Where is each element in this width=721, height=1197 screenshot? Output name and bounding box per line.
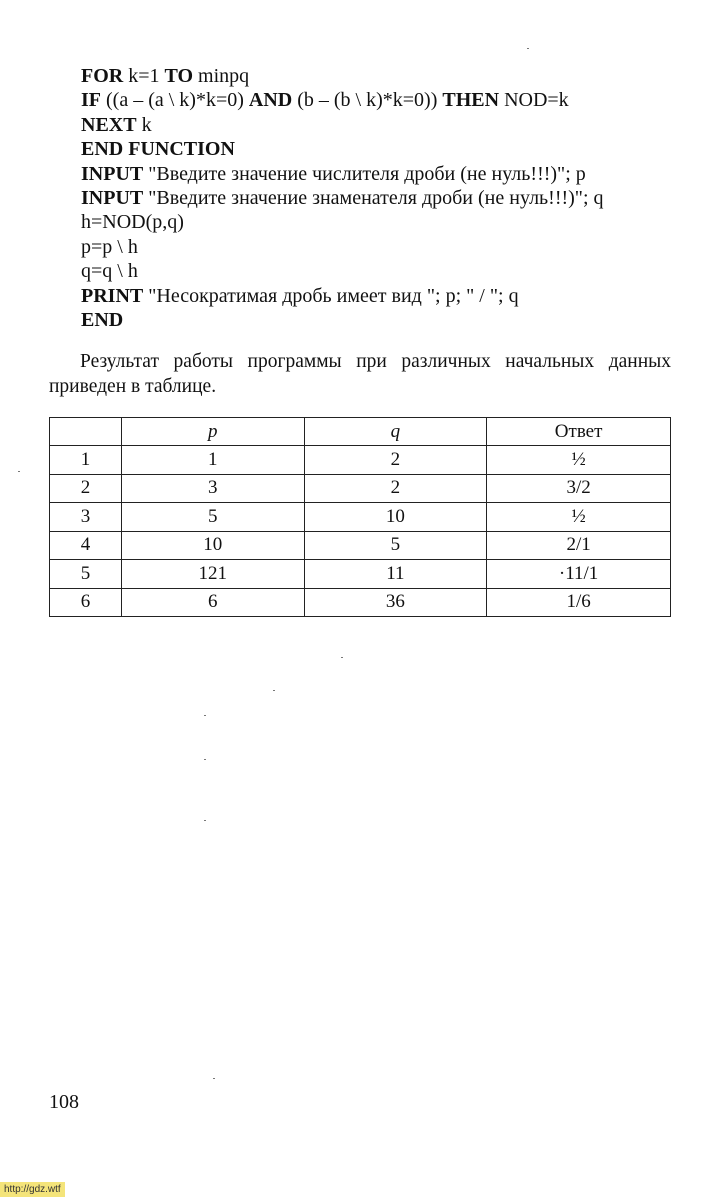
code-keyword: INPUT [81,162,144,185]
cell-p: 3 [121,474,304,503]
code-line [81,88,681,112]
code-line [81,259,681,283]
cell-index: 3 [50,503,122,532]
result-paragraph [49,349,671,399]
table-row [50,531,671,560]
code-line [81,137,681,161]
scan-speck [213,1078,215,1079]
header-q: q [304,418,487,446]
table-row [50,588,671,617]
code-text: "Введите значение числителя дроби (не нуль!!!)"; p [143,162,586,185]
cell-q: 36 [304,588,487,617]
scan-speck [204,820,206,821]
code-line [81,64,681,88]
code-keyword: PRINT [81,284,144,307]
header-answer: Ответ [487,418,671,446]
table-header-row [50,418,671,446]
table-row [50,474,671,503]
page-number: 108 [49,1091,79,1113]
code-text: q=q \ h [81,260,138,283]
cell-q: 2 [304,474,487,503]
table-row [50,503,671,532]
cell-q: 5 [304,531,487,560]
table-row [50,560,671,589]
cell-index: 4 [50,531,122,560]
code-line [81,235,681,259]
code-keyword: NEXT [81,113,137,136]
code-keyword: THEN [442,89,500,112]
code-keyword: END FUNCTION [81,138,235,161]
cell-answer: 1/6 [487,588,671,617]
code-text: ((a – (a \ k)*k=0) [101,89,249,112]
header-p: p [121,418,304,446]
cell-answer: ½ [487,503,671,532]
code-text: (b – (b \ k)*k=0)) [292,89,443,112]
code-line [81,308,681,332]
results-table [49,417,671,617]
code-text: k [136,113,152,136]
code-keyword: AND [248,89,293,112]
code-line [81,210,681,234]
code-line [81,113,681,137]
scan-speck [18,471,20,472]
cell-index: 1 [50,446,122,475]
code-keyword: INPUT [81,186,144,209]
code-line [81,186,681,210]
cell-p: 6 [121,588,304,617]
result-paragraph-text: Результат работы программы при различных начальных данных приведен в таблице. [49,351,671,397]
header-index [50,418,122,446]
cell-p: 5 [121,503,304,532]
cell-p: 121 [121,560,304,589]
cell-index: 5 [50,560,122,589]
cell-answer: 3/2 [487,474,671,503]
code-text: "Несократимая дробь имеет вид "; p; " / "; q [143,284,519,307]
scan-speck [527,48,529,49]
code-line [81,284,681,308]
cell-index: 6 [50,588,122,617]
code-keyword: END [81,308,124,331]
code-text: "Введите значение знаменателя дроби (не нуль!!!)"; q [143,186,604,209]
cell-q: 11 [304,560,487,589]
code-line [81,162,681,186]
cell-q: 2 [304,446,487,475]
cell-q: 10 [304,503,487,532]
code-text: p=p \ h [81,235,138,258]
code-text: k=1 [123,65,165,87]
code-text: h=NOD(p,q) [81,211,184,234]
code-keyword: FOR [81,65,124,87]
code-text: minpq [193,65,250,87]
code-keyword: TO [164,65,194,87]
scan-speck [341,657,343,658]
table-row [50,446,671,475]
code-keyword: IF [81,89,101,112]
cell-answer: 2/1 [487,531,671,560]
cell-p: 1 [121,446,304,475]
cell-answer: ·11/1 [487,560,671,589]
cell-answer: ½ [487,446,671,475]
cell-p: 10 [121,531,304,560]
code-text: NOD=k [499,89,569,112]
watermark-link[interactable]: http://gdz.wtf [0,1182,65,1197]
scan-speck [204,715,206,716]
code-listing [81,64,681,332]
cell-index: 2 [50,474,122,503]
scan-speck [273,690,275,691]
scan-speck [204,759,206,760]
